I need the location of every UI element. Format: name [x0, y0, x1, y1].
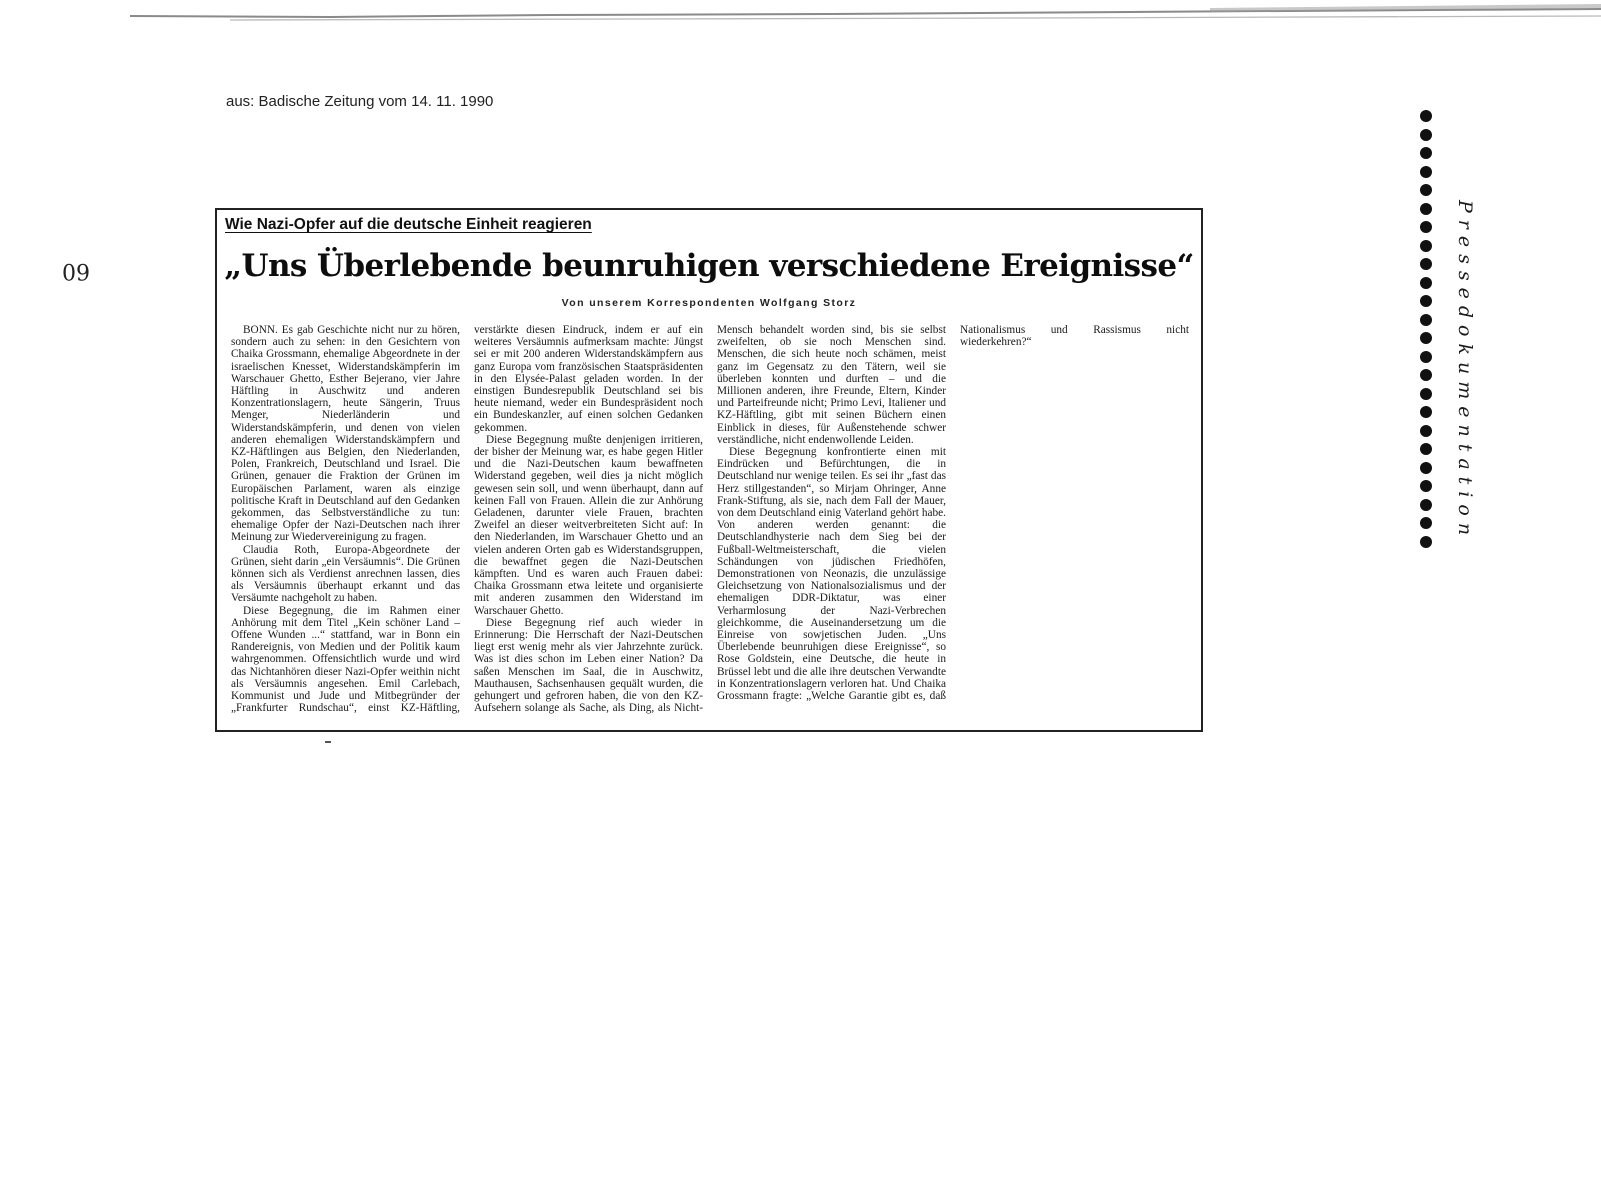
- side-label: Pressedokumentation: [1454, 200, 1476, 543]
- article-kicker: Wie Nazi-Opfer auf die deutsche Einheit reagieren: [225, 216, 592, 233]
- margin-dot-column: [1420, 110, 1434, 548]
- page-number: 60: [62, 258, 90, 283]
- scan-speck: [325, 741, 331, 743]
- margin-dot: [1420, 295, 1432, 307]
- margin-dot: [1420, 314, 1432, 326]
- margin-dot: [1420, 517, 1432, 529]
- margin-dot: [1420, 462, 1432, 474]
- article-paragraph: BONN. Es gab Geschichte nicht nur zu hören, sondern auch zu sehen: in den Gesichtern von Chaika Grossmann, ehemalige Abgeordnete in der israelischen Knesset, Widerstandskämpferin im Warschauer Ghetto, Esther Bejerano, vier Jahre Häftling in Auschwitz und anderen Konzentrationslagern, heute Sängerin, Truus Menger, Niederländerin und Widerstandskämpferin, und denen von vielen anderen ehemaligen Widerstandskämpfern und KZ-Häftlingen aus Belgien, den Niederlanden, Polen, Frankreich, Deutschland und Israel. Die Grünen, genauer die Fraktion der Grünen im Europäischen Parlament, waren als einzige politische Kraft in Deutschland auf den Gedanken gekommen, das Selbstverständliche zu tun: ehemalige Opfer der Nazi-Deutschen nach ihrer Meinung zur Wiedervereinigung zu fragen.: [231, 324, 460, 544]
- margin-dot: [1420, 332, 1432, 344]
- article-body: [231, 324, 1189, 720]
- scan-edge-artifact: [130, 4, 1601, 28]
- margin-dot: [1420, 499, 1432, 511]
- article-paragraph: Claudia Roth, Europa-Abgeordnete der Grünen, sieht darin „ein Versäumnis“. Die Grünen können sich als Verdienst anrechnen lassen, dies als Versäumnis überhaupt erkannt und das Versäumte nachgeholt zu haben.: [231, 543, 460, 605]
- margin-dot: [1420, 277, 1432, 289]
- margin-dot: [1420, 240, 1432, 252]
- margin-dot: [1420, 425, 1432, 437]
- margin-dot: [1420, 203, 1432, 215]
- margin-dot: [1420, 480, 1432, 492]
- margin-dot: [1420, 369, 1432, 381]
- article-headline: „Uns Überlebende beunruhigen verschiedene Ereignisse“: [224, 248, 1194, 284]
- source-citation: aus: Badische Zeitung vom 14. 11. 1990: [226, 93, 494, 110]
- margin-dot: [1420, 406, 1432, 418]
- article-paragraph: Diese Begegnung rief auch wieder in Erinnerung: Die Herrschaft der Nazi-Deutschen liegt erst wenig mehr als vier Jahrzehnte zurück. Was ist dies schon im Leben einer Nation? Da saßen Menschen im Saal, die in Auschwitz, Mauthausen, Sachsenhausen gequält wurden, die gehungert und gefroren haben, die von den KZ-Aufsehern solange als Sache, als Ding, als Nicht-Mensch behandelt worden sind, bis sie selbst zweifelten, ob sie noch Menschen sind. Menschen, die sich heute noch schämen, meist ganz im Gegensatz zu den Tätern, weil sie überleben konnten und durften – und die Millionen anderen, ihre Freunde, Eltern, Kinder und Parteifreunde nicht; Primo Levi, Italiener und KZ-Häftling, gibt mit seinen Büchern einen Einblick in dieses, für Außenstehende schwer verständliche, nicht endenwollende Leiden.: [474, 324, 946, 715]
- margin-dot: [1420, 443, 1432, 455]
- margin-dot: [1420, 147, 1432, 159]
- margin-dot: [1420, 258, 1432, 270]
- newspaper-clipping: [215, 208, 1203, 732]
- article-paragraph: Diese Begegnung, die im Rahmen einer Anhörung mit dem Titel „Kein schöner Land – Offene Wunden ...“ stattfand, war in Bonn ein Randereignis, von Medien und der Politik kaum wahrgenommen. Offensichtlich wurde und wird das Nichtanhören dieser Nazi-Opfer weithin nicht als Versäumnis angesehen. Emil Carlebach, Kommunist und Jude und Mitbegründer der „Frankfurter Rundschau“, einst KZ-Häftling, verstärkte diesen Eindruck, indem er auf ein weiteres Versäumnis aufmerksam machte: Jüngst sei er mit 200 anderen Widerstandskämpfern aus ganz Europa vom französischen Staatspräsidenten in den Elysée-Palast geladen worden. In der einstigen Bundesrepublik Deutschland sei bis heute niemand, weder ein Bundespräsident noch ein Bundeskanzler, auf einen solchen Gedanken gekommen.: [231, 324, 703, 715]
- margin-dot: [1420, 110, 1432, 122]
- article-paragraph: Diese Begegnung mußte denjenigen irritieren, der bisher der Meinung war, es habe gegen Hitler und die Nazi-Deutschen kaum bewaffneten Widerstand gegeben, weil dies ja nicht möglich gewesen sein soll, und wenn überhaupt, dann auf keinen Fall von Frauen. Allein die zur Anhörung Geladenen, darunter viele Frauen, brachten Zweifel an dieser weitverbreiteten Sicht auf: In den Niederlanden, im Warschauer Ghetto und an vielen anderen Orten gab es Widerstandsgruppen, die bewaffnet gegen die Nazi-Deutschen kämpften. Und es waren auch Frauen dabei: Chaika Grossmann etwa leitete und organisierte mit anderen zusammen den Widerstand im Warschauer Ghetto.: [474, 433, 703, 617]
- margin-dot: [1420, 536, 1432, 548]
- article-byline: Von unserem Korrespondenten Wolfgang Storz: [561, 297, 857, 309]
- margin-dot: [1420, 351, 1432, 363]
- margin-dot: [1420, 129, 1432, 141]
- margin-dot: [1420, 166, 1432, 178]
- margin-dot: [1420, 184, 1432, 196]
- margin-dot: [1420, 221, 1432, 233]
- article-paragraph: Diese Begegnung konfrontierte einen mit Eindrücken und Befürchtungen, die in Deutschland nur wenige teilen. Es sei ihr „fast das Herz stillgestanden“, so Mirjam Ohringer, Anne Frank-Stiftung, als sie, nach dem Fall der Mauer, von dem Deutschland einig Vaterland gehört habe. Von anderen werden genannt: die Deutschlandhysterie nach dem Sieg bei der Fußball-Weltmeisterschaft, die vielen Schändungen von jüdischen Friedhöfen, Demonstrationen von Neonazis, die unzulässige Gleichsetzung von Nationalsozialismus und der ehemaligen DDR-Diktatur, was einer Verharmlosung der Nazi-Verbrechen gleichkomme, die Auseinandersetzung um die Einreise von sowjetischen Juden. „Uns Überlebende beunruhigen diese Ereignisse“, so Rose Goldstein, eine Deutsche, die heute in Brüssel lebt und die alle ihre deutschen Verwandte in Konzentrationslagern verloren hat. Und Chaika Grossmann fragte: „Welche Garantie gibt es, daß Nationalismus und Rassismus nicht wiederkehren?“: [717, 324, 1189, 703]
- margin-dot: [1420, 388, 1432, 400]
